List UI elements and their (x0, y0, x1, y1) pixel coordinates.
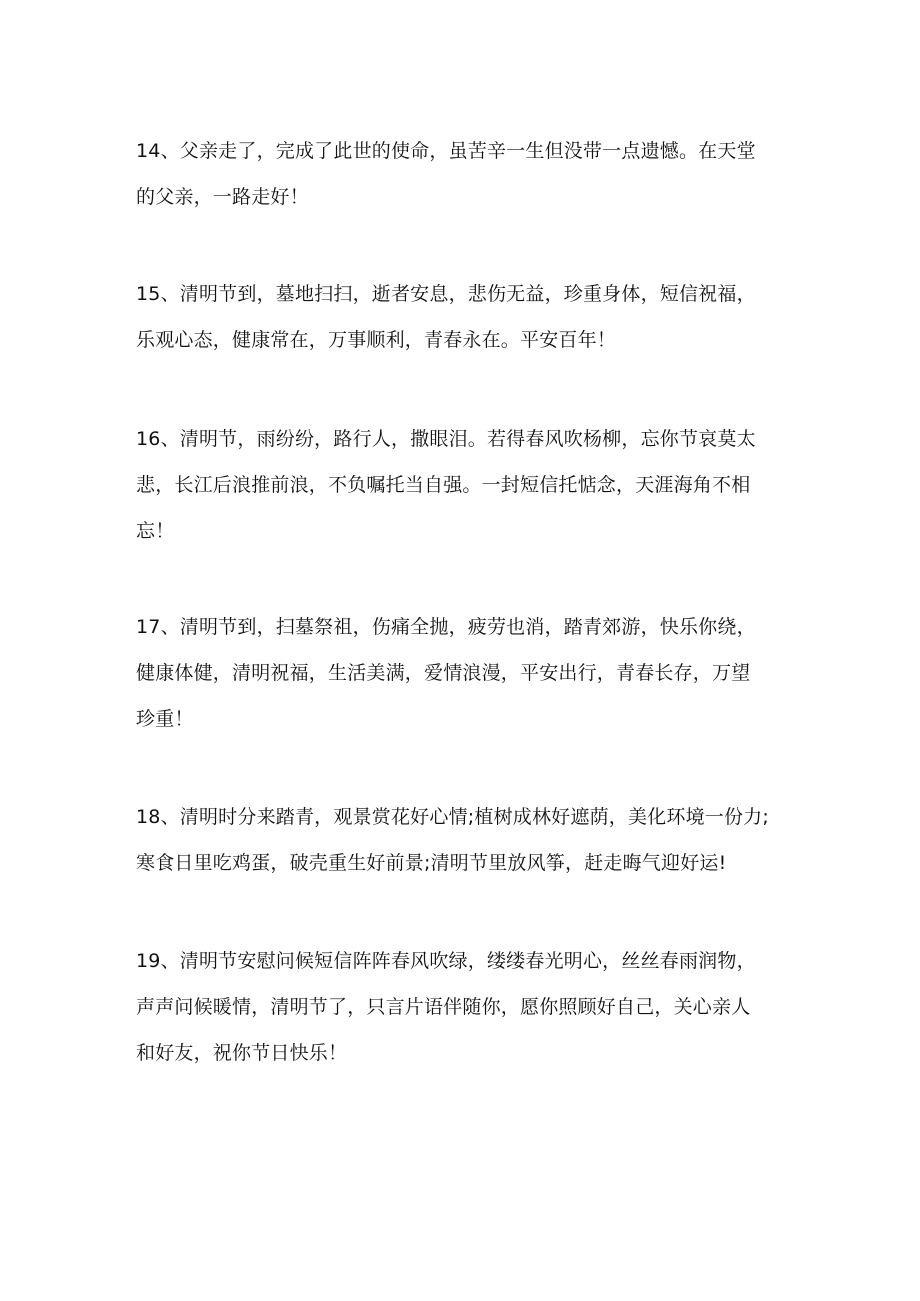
paragraph-line: 15、清明节到，墓地扫扫，逝者安息，悲伤无益，珍重身体，短信祝福， (136, 283, 756, 305)
paragraph-14 (136, 128, 796, 220)
paragraph-18 (136, 794, 796, 886)
paragraph-line: 悲，长江后浪推前浪，不负嘱托当自强。一封短信托惦念，天涯海角不相 (136, 474, 751, 496)
paragraph-line: 18、清明时分来踏青，观景赏花好心情;植树成林好遮荫，美化环境一份力; (136, 806, 769, 828)
paragraph-line: 19、清明节安慰问候短信阵阵春风吹绿，缕缕春光明心，丝丝春雨润物， (136, 950, 756, 972)
paragraph-16 (136, 416, 796, 554)
paragraph-17 (136, 604, 796, 742)
paragraph-line: 寒食日里吃鸡蛋，破壳重生好前景;清明节里放风筝，赶走晦气迎好运! (136, 852, 727, 874)
paragraph-19 (136, 938, 796, 1076)
paragraph-line: 声声问候暖情，清明节了，只言片语伴随你，愿你照顾好自己，关心亲人 (136, 996, 751, 1018)
paragraph-line: 16、清明节，雨纷纷，路行人，撒眼泪。若得春风吹杨柳，忘你节哀莫太 (136, 428, 756, 450)
paragraph-line: 的父亲，一路走好！ (136, 186, 309, 208)
paragraph-line: 乐观心态，健康常在，万事顺利，青春永在。平安百年！ (136, 329, 617, 351)
paragraph-line: 健康体健，清明祝福，生活美满，爱情浪漫，平安出行，青春长存，万望 (136, 662, 751, 684)
paragraph-line: 17、清明节到，扫墓祭祖，伤痛全抛，疲劳也消，踏青郊游，快乐你绕， (136, 616, 756, 638)
paragraph-line: 和好友，祝你节日快乐！ (136, 1042, 348, 1064)
paragraph-line: 忘！ (136, 520, 175, 542)
paragraph-15 (136, 271, 796, 363)
paragraph-line: 珍重！ (136, 708, 194, 730)
paragraph-line: 14、父亲走了，完成了此世的使命，虽苦辛一生但没带一点遗憾。在天堂 (136, 140, 756, 162)
